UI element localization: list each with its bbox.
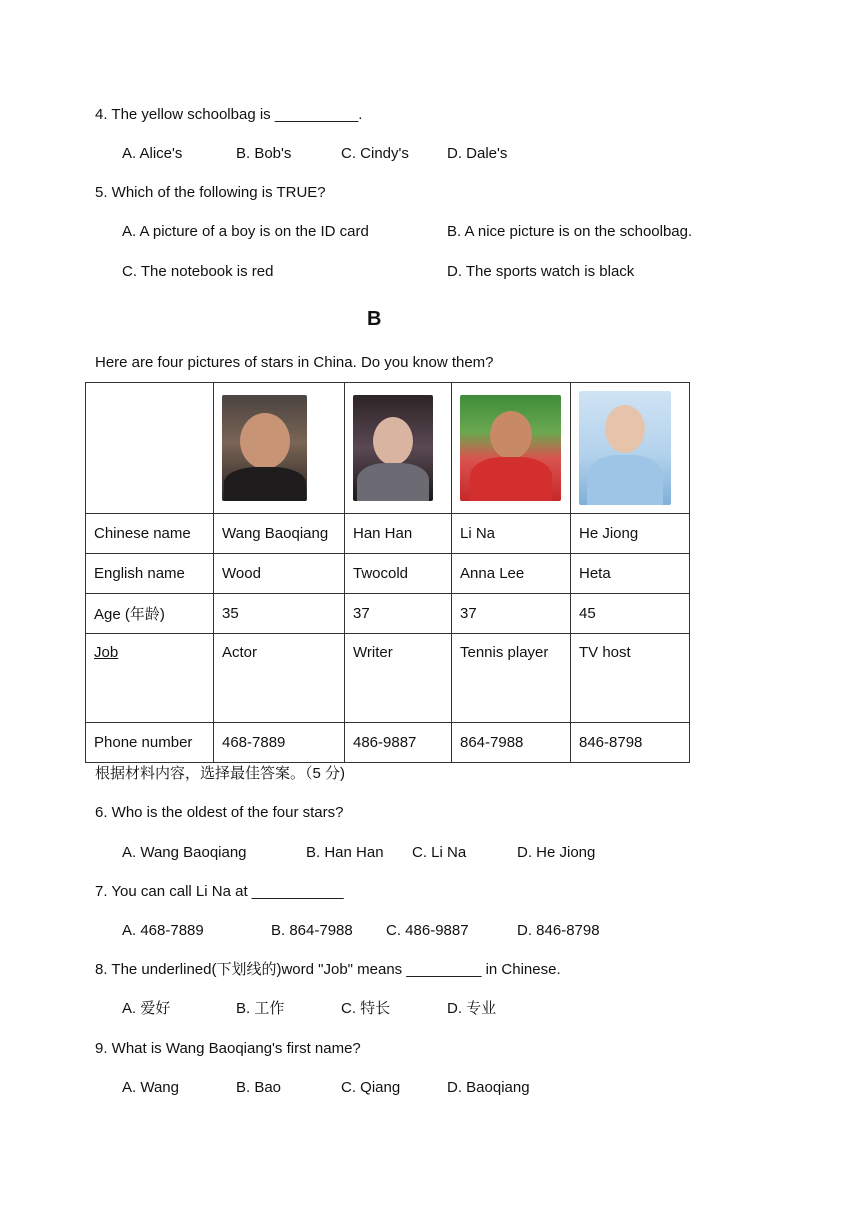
photo-cell-1 <box>214 383 345 514</box>
cell: 468-7889 <box>214 723 345 763</box>
question-6: 6. Who is the oldest of the four stars? <box>95 804 344 821</box>
q4-option-a: A. Alice's <box>122 145 183 162</box>
q6-option-d: D. He Jiong <box>517 844 596 861</box>
row-phone-number <box>86 723 690 763</box>
q5-option-c: C. The notebook is red <box>122 263 274 280</box>
section-b-intro: Here are four pictures of stars in China. Do you know them? <box>95 354 494 371</box>
question-5: 5. Which of the following is TRUE? <box>95 184 326 201</box>
q8-option-c: C. 特长 <box>341 1000 391 1017</box>
question-8: 8. The underlined(下划线的)word "Job" means _________ in Chinese. <box>95 961 561 978</box>
cell-label <box>86 634 214 723</box>
cell: 846-8798 <box>571 723 690 763</box>
cell-label: Age (年龄) <box>86 594 214 634</box>
q4-option-d: D. Dale's <box>447 145 508 162</box>
q5-option-a: A. A picture of a boy is on the ID card <box>122 223 369 240</box>
cell: Wood <box>214 554 345 594</box>
cell: He Jiong <box>571 514 690 554</box>
cell: Tennis player <box>452 634 571 723</box>
stars-table <box>85 382 690 763</box>
row-job <box>86 634 690 723</box>
cell: Heta <box>571 554 690 594</box>
q9-option-b: B. Bao <box>236 1079 282 1096</box>
question-4: 4. The yellow schoolbag is __________. <box>95 106 363 123</box>
cell: 37 <box>452 594 571 634</box>
row-age <box>86 594 690 634</box>
q7-option-b: B. 864-7988 <box>271 922 353 939</box>
cell: 35 <box>214 594 345 634</box>
q7-option-d: D. 846-8798 <box>517 922 600 939</box>
cell: Twocold <box>345 554 452 594</box>
q8-option-a: A. 爱好 <box>122 1000 171 1017</box>
photo-cell-4 <box>571 383 690 514</box>
photo-cell-2 <box>345 383 452 514</box>
empty-header-cell <box>86 383 214 514</box>
photo-he-jiong <box>579 391 671 505</box>
q4-option-c: C. Cindy's <box>341 145 409 162</box>
photo-row <box>86 383 690 514</box>
q6-option-a: A. Wang Baoqiang <box>122 844 247 861</box>
section-b-instruction: 根据材料内容，选择最佳答案。（5 分) <box>95 765 346 782</box>
row-english-name <box>86 554 690 594</box>
photo-li-na <box>460 395 561 501</box>
cell-label: Phone number <box>86 723 214 763</box>
q9-option-c: C. Qiang <box>341 1079 401 1096</box>
photo-wang-baoqiang <box>222 395 307 501</box>
q8-option-d: D. 专业 <box>447 1000 497 1017</box>
section-b-title: B <box>367 308 382 330</box>
question-9: 9. What is Wang Baoqiang's first name? <box>95 1040 361 1057</box>
q6-option-c: C. Li Na <box>412 844 467 861</box>
cell: 486-9887 <box>345 723 452 763</box>
q5-option-d: D. The sports watch is black <box>447 263 635 280</box>
q9-option-a: A. Wang <box>122 1079 179 1096</box>
cell-label: Chinese name <box>86 514 214 554</box>
cell: 37 <box>345 594 452 634</box>
cell: Writer <box>345 634 452 723</box>
cell: Actor <box>214 634 345 723</box>
photo-cell-3 <box>452 383 571 514</box>
question-7: 7. You can call Li Na at ___________ <box>95 883 344 900</box>
cell: 864-7988 <box>452 723 571 763</box>
q7-option-a: A. 468-7889 <box>122 922 204 939</box>
cell: Wang Baoqiang <box>214 514 345 554</box>
row-chinese-name <box>86 514 690 554</box>
cell: Han Han <box>345 514 452 554</box>
q4-option-b: B. Bob's <box>236 145 292 162</box>
q5-option-b: B. A nice picture is on the schoolbag. <box>447 223 693 240</box>
cell: Li Na <box>452 514 571 554</box>
q6-option-b: B. Han Han <box>306 844 384 861</box>
cell: 45 <box>571 594 690 634</box>
photo-han-han <box>353 395 433 501</box>
cell: Anna Lee <box>452 554 571 594</box>
q9-option-d: D. Baoqiang <box>447 1079 530 1096</box>
cell: TV host <box>571 634 690 723</box>
q8-option-b: B. 工作 <box>236 1000 285 1017</box>
cell-label: English name <box>86 554 214 594</box>
underlined-job-label: Job <box>94 644 119 661</box>
q7-option-c: C. 486-9887 <box>386 922 469 939</box>
